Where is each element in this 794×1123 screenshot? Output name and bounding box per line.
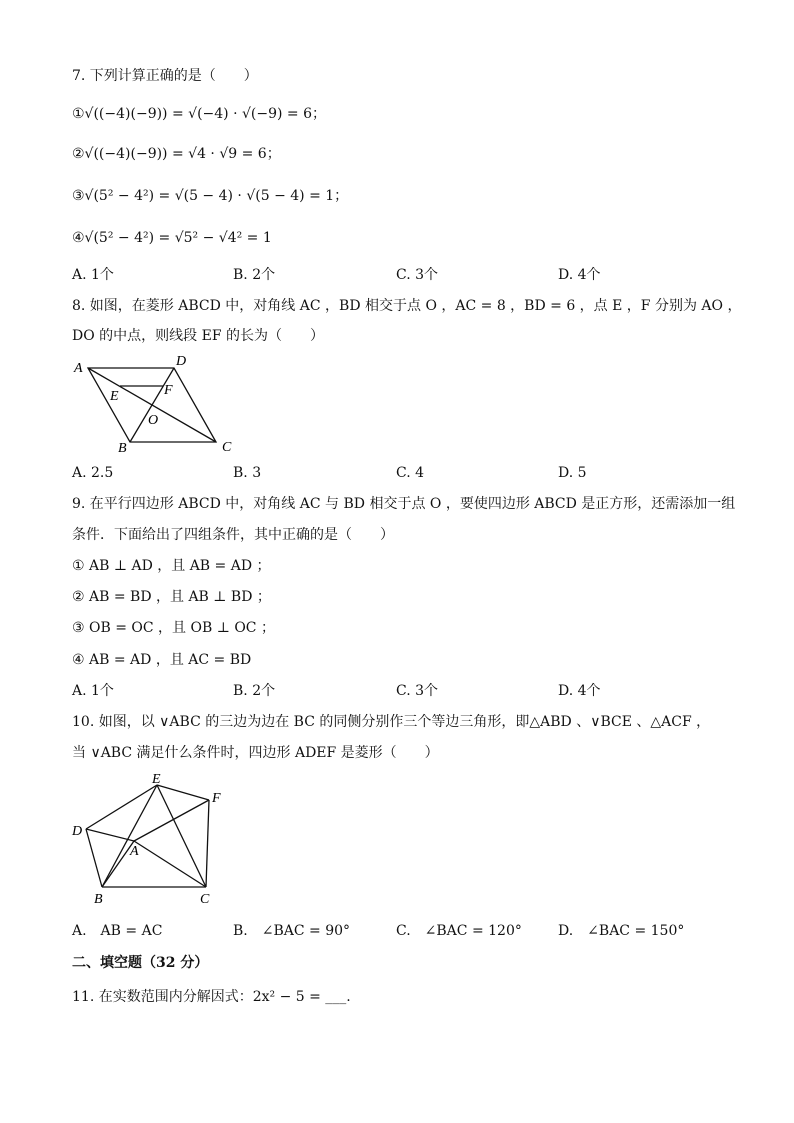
label-d: D [176,354,187,369]
q7-option-d: D. 4个 [558,267,601,283]
q8-stem-line1: 8. 如图，在菱形 ABCD 中，对角线 AC ，BD 相交于点 O ，AC = 8 ，BD = 6 ，点 E ，F 分别为 AO ， [72,298,742,314]
segment-da [86,829,134,841]
q7-option-b: B. 2个 [233,267,276,283]
q8-option-a: A. 2.5 [72,465,114,481]
q7-item-3: ③√(5² − 4²) = √(5 − 4) · √(5 − 4) = 1； [72,188,349,204]
label-e: E [152,773,161,787]
q9-stem-line1: 9. 在平行四边形 ABCD 中，对角线 AC 与 BD 相交于点 O ，要使四边形 ABCD 是正方形，还需添加一组 [72,496,736,512]
q9-stem-line2: 条件．下面给出了四组条件，其中正确的是（ ） [72,527,394,543]
q9-item-4: ④ AB = AD ，且 AC = BD [72,652,252,668]
diagonal-bd [130,368,174,442]
q8-option-b: B. 3 [233,465,262,481]
q9-option-d: D. 4个 [558,683,601,699]
q7-option-a: A. 1个 [72,267,114,283]
segment-de [86,785,157,829]
q8-option-c: C. 4 [396,465,425,481]
q10-triangles-figure [66,773,236,908]
label-b: B [94,892,103,907]
label-o: O [148,413,159,428]
q7-stem: 7. 下列计算正确的是（ ） [72,68,258,84]
label-f: F [164,383,173,398]
label-e: E [110,389,119,404]
q7-item-2: ②√((−4)(−9)) = √4 · √9 = 6； [72,146,281,162]
label-d: D [72,824,83,839]
q10-option-d: D. ∠BAC = 150° [558,923,685,939]
q11-text: 11. 在实数范围内分解因式：2x² − 5 = ___. [72,989,351,1005]
label-a: A [74,361,83,376]
label-f: F [212,791,221,806]
q9-option-c: C. 3个 [396,683,439,699]
q10-stem-line2: 当 ∨ABC 满足什么条件时，四边形 ADEF 是菱形（ ） [72,745,439,761]
q10-stem-line1: 10. 如图，以 ∨ABC 的三边为边在 BC 的同侧分别作三个等边三角形，即△ABD 、∨BCE 、△ACF ， [72,714,711,730]
label-b: B [118,441,127,456]
label-c: C [200,892,210,907]
segment-ef [157,785,209,800]
segment-fc [206,800,209,887]
q9-item-3: ③ OB = OC ，且 OB ⊥ OC ； [72,620,275,636]
q9-item-2: ② AB = BD ，且 AB ⊥ BD ； [72,589,271,605]
q10-option-b: B. ∠BAC = 90° [233,923,351,939]
q7-option-c: C. 3个 [396,267,439,283]
q7-item-4: ④√(5² − 4²) = √5² − √4² = 1 [72,230,272,246]
q8-option-d: D. 5 [558,465,587,481]
label-a: A [130,844,139,859]
q10-option-c: C. ∠BAC = 120° [396,923,522,939]
q9-option-b: B. 2个 [233,683,276,699]
q9-item-1: ① AB ⊥ AD ，且 AB = AD ； [72,558,271,574]
q10-option-a: A. AB = AC [72,923,163,939]
segment-be [102,785,157,887]
q8-stem-line2: DO 的中点，则线段 EF 的长为（ ） [72,328,324,344]
q7-item-1: ①√((−4)(−9)) = √(−4) · √(−9) = 6； [72,106,327,122]
section-title: 二、填空题（32 分） [72,955,209,971]
label-c: C [222,440,232,455]
q8-rhombus-figure [70,352,240,457]
q9-option-a: A. 1个 [72,683,114,699]
segment-db [86,829,102,887]
